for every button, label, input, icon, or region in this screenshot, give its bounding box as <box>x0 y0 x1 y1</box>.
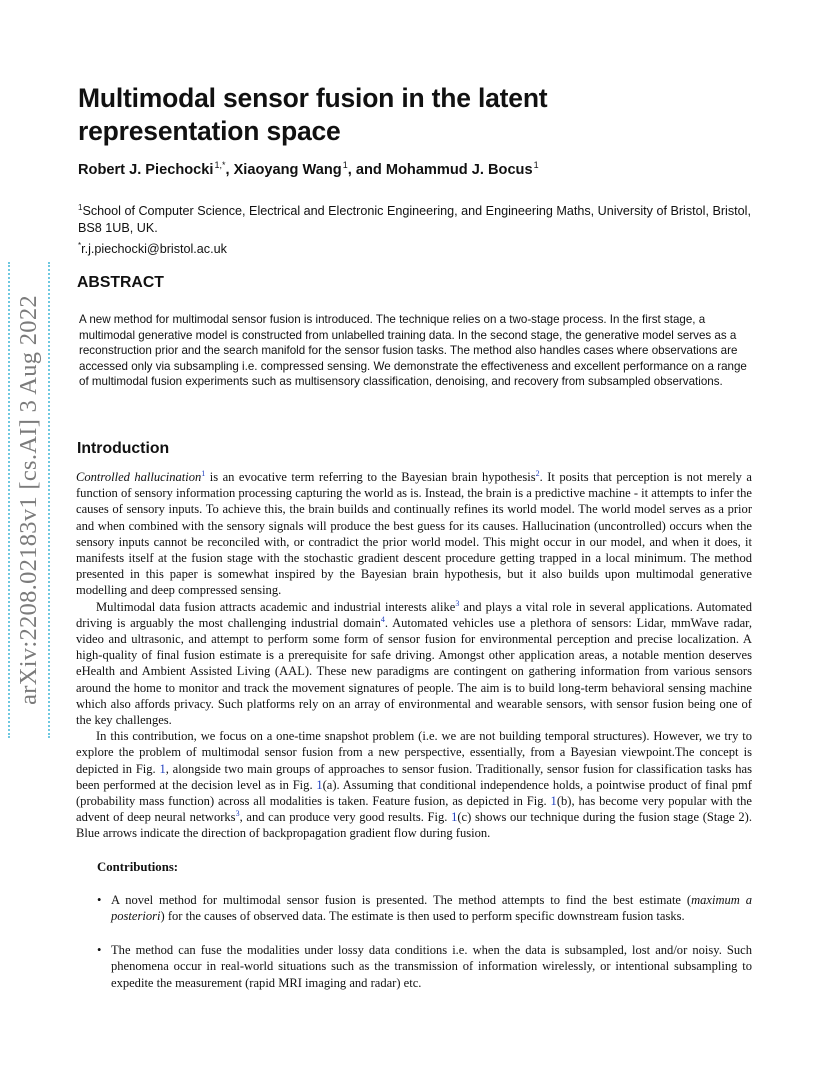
paragraph-text: (b), has become very popular with the advent of deep neural networks <box>76 794 752 825</box>
paragraph-text: , alongside two main groups of approaches to sensor fusion. Traditionally, sensor fusion for classification tasks has been performed at the decision level as in Fig. <box>76 761 752 792</box>
author-separator: , <box>225 162 234 178</box>
paragraph-text: (c) shows our technique during the fusion stage (Stage 2). Blue arrows indicate the direction of backpropagation gradient flow during fusion. <box>76 810 752 841</box>
citation-link[interactable]: 3 <box>455 598 460 608</box>
arxiv-identifier: arXiv:2208.02183v1 [cs.AI] 3 Aug 2022 <box>15 295 42 705</box>
contributions-heading: Contributions: <box>97 860 179 874</box>
controlled-hallucination-term: Controlled hallucination <box>76 470 202 484</box>
bullet-icon: • <box>97 942 102 957</box>
citation-link[interactable]: 2 <box>535 469 540 478</box>
author-list <box>78 160 539 178</box>
arxiv-sidebar <box>8 262 50 738</box>
citation-link[interactable]: 1 <box>201 469 206 478</box>
citation-link[interactable]: 3 <box>235 809 240 819</box>
list-item <box>97 942 752 991</box>
intro-paragraph-2 <box>76 599 752 729</box>
affiliation-text: School of Computer Science, Electrical and Electronic Engineering, and Engineering Maths, University of Bristol, Bristol, BS8 1UB, UK. <box>78 204 751 235</box>
intro-paragraph-1 <box>76 469 752 599</box>
paper-title: Multimodal sensor fusion in the latent representation space <box>78 83 548 146</box>
list-item-text: ) for the causes of observed data. The estimate is then used to perform specific downstream fusion tasks. <box>160 909 685 924</box>
affiliation-line <box>78 199 758 237</box>
list-item <box>97 892 752 925</box>
abstract-body: A new method for multimodal sensor fusion is introduced. The technique relies on a two-stage process. In the first stage, a multimodal generative model is constructed from unlabelled training data. In the second stage, the generative model serves as a reconstruction prior and the search manifold for the sensor fusion tasks. The method also handles cases where observations are accessed only via subsampling i.e. compressed sensing. We demonstrate the effectiveness and excellent performance on a range of multimodal fusion experiments such as multisensory classification, denoising, and recovery from subsampled observations. <box>79 313 747 389</box>
figure-link[interactable]: 1 <box>316 777 323 792</box>
affiliation-mark: 1 <box>78 203 83 212</box>
affiliation-block <box>78 199 758 258</box>
paragraph-text: and plays a vital role in several applications. Automated driving is arguably the most challenging industrial domain <box>76 599 752 630</box>
contributions-list <box>97 892 752 1008</box>
bullet-icon: • <box>97 893 102 907</box>
paragraph-text: Multimodal data fusion attracts academic and industrial interests alike <box>96 599 456 614</box>
figure-link[interactable]: 1 <box>550 794 557 809</box>
abstract-heading: ABSTRACT <box>77 274 164 291</box>
citation-link[interactable]: 4 <box>380 614 385 624</box>
author-name: Mohammud J. Bocus <box>385 162 533 178</box>
author-affiliation-mark: 1,* <box>214 160 226 170</box>
author-affiliation-mark: 1 <box>533 160 539 170</box>
email-mark: * <box>78 241 82 250</box>
author-affiliation-mark: 1 <box>342 160 348 170</box>
emphasis-text: maximum a posteriori <box>111 893 752 924</box>
paragraph-text: (a). Assuming that conditional independence holds, a pointwise product of final pmf (probability mass function) across all modalities is taken. Feature fusion, as depicted in Fig. <box>76 777 752 809</box>
intro-paragraph-3 <box>76 728 752 841</box>
paragraph-text: In this contribution, we focus on a one-time snapshot problem (i.e. we are not building temporal structures). However, we try to explore the problem of multimodal sensor fusion from a new perspective, essentially, from a Bayesian viewpoint.The concept is depicted in Fig. <box>76 729 752 776</box>
author-name: Robert J. Piechocki <box>78 162 214 178</box>
email-line <box>78 237 758 258</box>
paragraph-text: , and can produce very good results. Fig. <box>239 810 452 825</box>
list-item-text: A novel method for multimodal sensor fusion is presented. The method attempts to find the best estimate ( <box>111 893 692 907</box>
list-item-text: The method can fuse the modalities under lossy data conditions i.e. when the data is subsampled, lost and/or noisy. Such phenomena occur in real-world situations such as the transmission of information wirelessly, or intentional subsampling to expedite the measurement (rapid MRI imaging and radar) etc. <box>111 942 752 990</box>
author-name: Xiaoyang Wang <box>233 162 342 178</box>
figure-link[interactable]: 1 <box>451 810 458 825</box>
figure-link[interactable]: 1 <box>159 761 166 776</box>
introduction-heading: Introduction <box>77 440 170 457</box>
paragraph-text: . Automated vehicles use a plethora of sensors: Lidar, mmWave radar, video and ultrasonic, and attempt to perform some form of sensor fusion for environmental perception and precise localization. A high-quality of final fusion estimate is a prerequisite for safe driving. Amongst other application areas, a notable mention deserves eHealth and Ambient Assisted Living (AAL). These new paradigms are contingent on gathering information from various sensors around the home to monitor and track the movement signatures of people. The aim is to build long-term behavioral sensing machine which also affords privacy. Such platforms rely on an array of environmental and wearable sensors, with sensor fusion being one of the key challenges. <box>76 615 752 728</box>
corresponding-email[interactable]: r.j.piechocki@bristol.ac.uk <box>81 242 227 256</box>
introduction-body <box>76 469 752 842</box>
paragraph-text: . It posits that perception is not merely a function of sensory information processing capturing the world as is. Instead, the brain is a predictive machine - it attempts to infer the causes of sensory inputs. To achieve this, the brain builds and continually refines its world model. The world model serves as a prior and when combined with the sensory signals will produce the best guess for its causes. Hallucination (uncontrolled) occurs when the sensory inputs cannot be reconciled with, or contradict the prior world model. This might occur in our model, and when it does, it manifests itself at the fusion stage with the stochastic gradient descent procedure getting trapped in a local minimum. The method presented in this paper is somewhat inspired by the Bayesian brain hypothesis, but it also builds upon multimodal generative modelling and deep compressed sensing. <box>76 470 752 598</box>
paragraph-text: is an evocative term referring to the Bayesian brain hypothesis <box>205 470 536 484</box>
author-separator: , and <box>347 162 386 178</box>
